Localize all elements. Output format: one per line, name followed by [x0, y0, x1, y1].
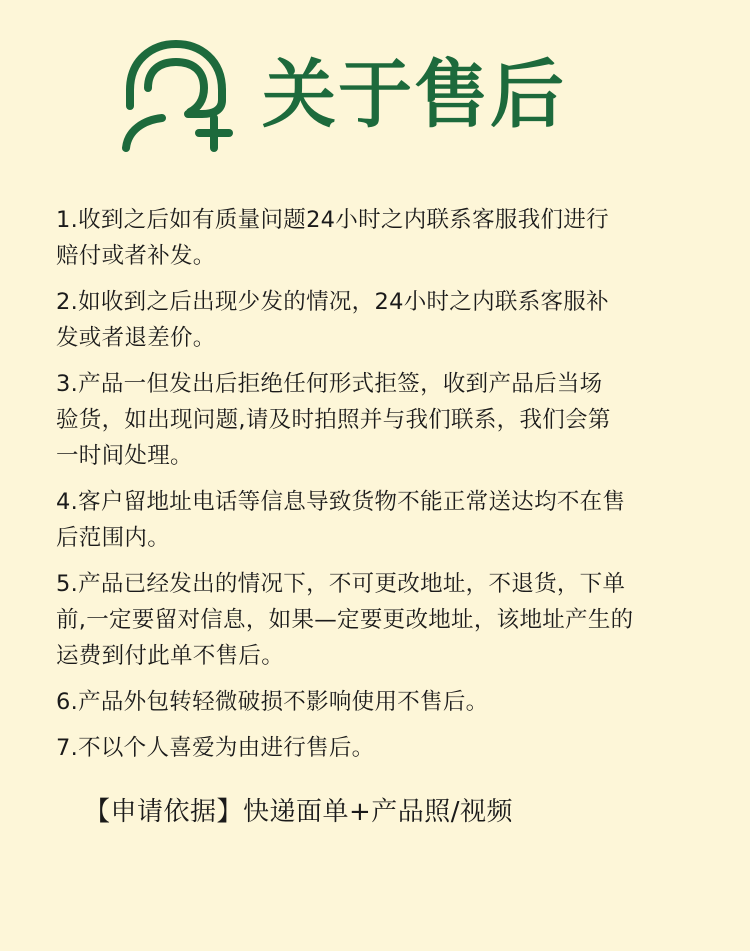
application-basis-note: 【申请依据】快递面单+产品照/视频	[84, 797, 514, 827]
rule-item	[56, 484, 716, 556]
rule-line: 6.产品外包转轻微破损不影响使用不售后。	[56, 689, 489, 715]
rule-item	[56, 684, 716, 720]
rule-line: 发或者退差价。	[56, 325, 216, 351]
rule-item	[56, 202, 716, 274]
header	[0, 0, 750, 160]
rule-line: 5.产品已经发出的情况下，不可更改地址，不退货，下单	[56, 571, 626, 597]
rule-line: 前,一定要留对信息，如果—定要更改地址，该地址产生的	[56, 607, 634, 633]
rule-line: 1.收到之后如有质量问题24小时之内联系客服我们进行	[56, 207, 609, 233]
rule-item	[56, 566, 716, 674]
rule-line: 赔付或者补发。	[56, 243, 216, 269]
rule-line: 4.客户留地址电话等信息导致货物不能正常送达均不在售	[56, 489, 626, 515]
rule-line: 3.产品一但发出后拒绝任何形式拒签，收到产品后当场	[56, 371, 603, 397]
rule-item	[56, 366, 716, 474]
rule-item	[56, 284, 716, 356]
rule-line: 7.不以个人喜爱为由进行售后。	[56, 735, 375, 761]
rule-line: 后范围内。	[56, 525, 171, 551]
page-title: 关于售后	[262, 52, 566, 138]
after-sales-rules	[56, 202, 716, 776]
rule-line: 验货，如出现问题,请及时拍照并与我们联系，我们会第	[56, 407, 611, 433]
customer-service-add-icon	[118, 38, 234, 154]
rule-line: 运费到付此单不售后。	[56, 643, 285, 669]
rule-item	[56, 730, 716, 766]
rule-line: 2.如收到之后出现少发的情况，24小时之内联系客服补	[56, 289, 609, 315]
rule-line: 一时间处理。	[56, 443, 193, 469]
